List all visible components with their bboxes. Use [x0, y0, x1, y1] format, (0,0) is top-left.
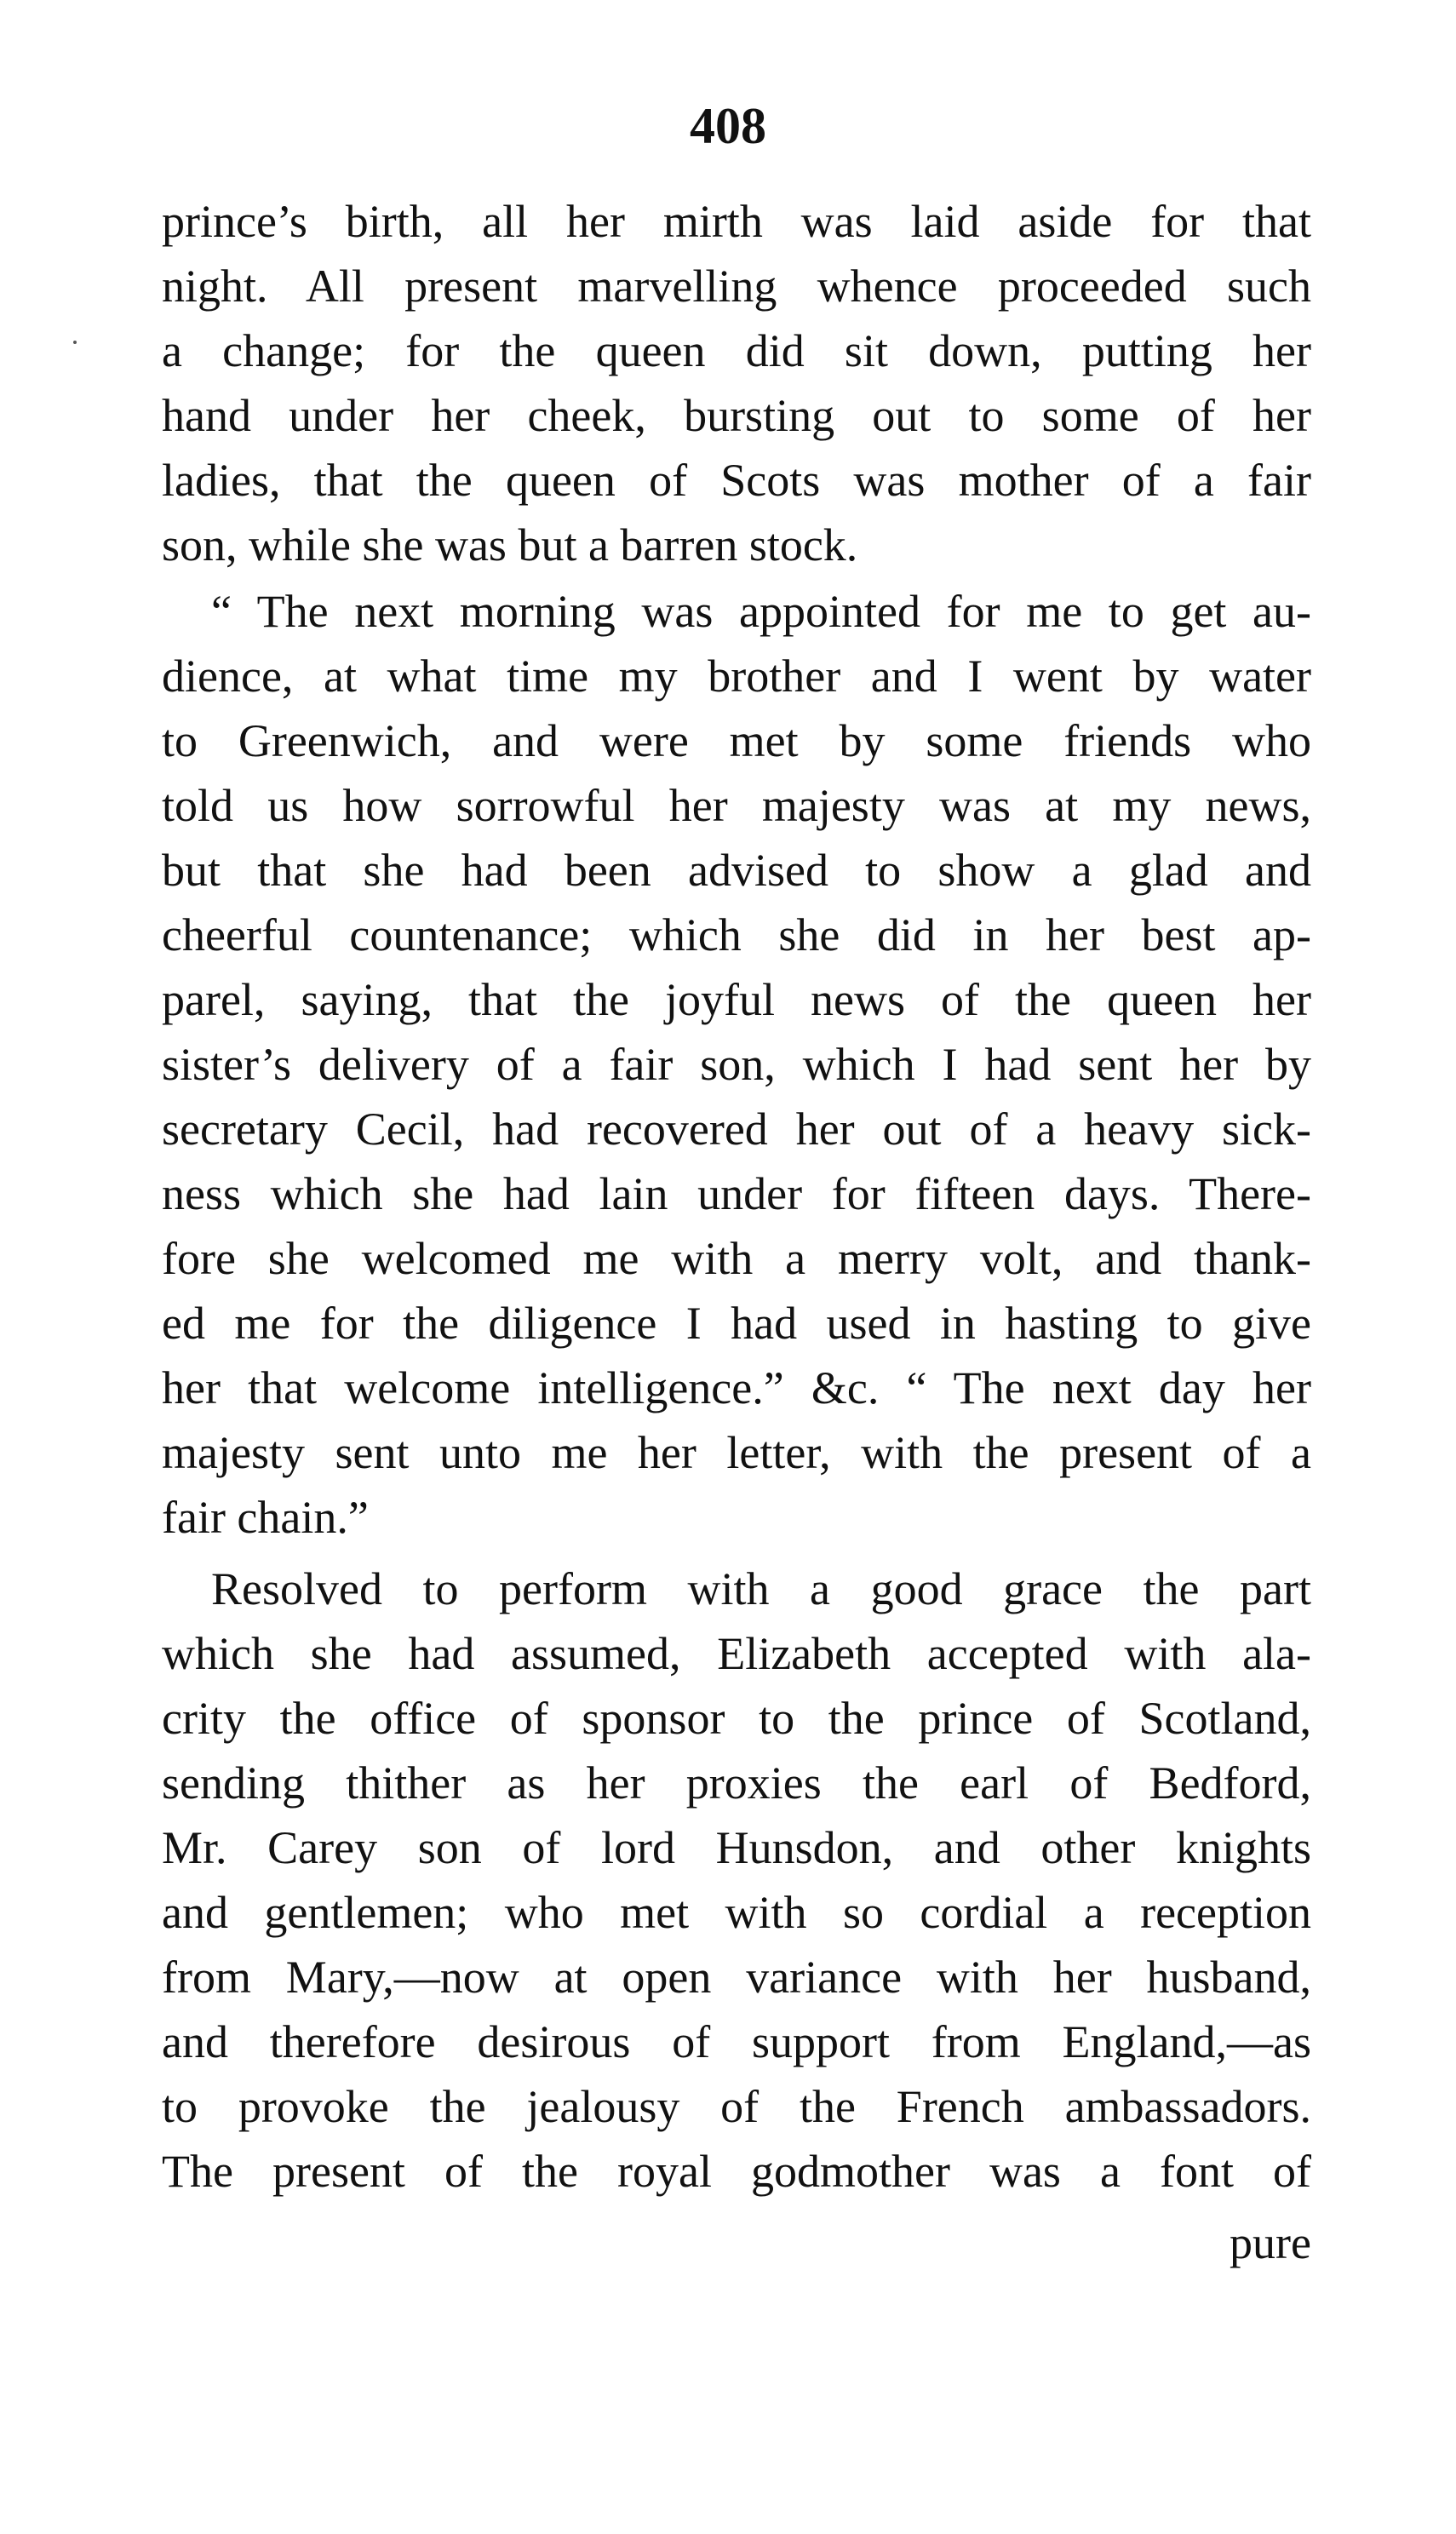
text-line: to provoke the jealousy of the French ambassadors.: [162, 2081, 1311, 2132]
text-line: to Greenwich, and were met by some friends who: [162, 715, 1311, 766]
text-line: secretary Cecil, had recovered her out of a heavy sick-: [162, 1104, 1311, 1155]
text-line: sister’s delivery of a fair son, which I had sent her by: [162, 1039, 1311, 1090]
text-line: Mr. Carey son of lord Hunsdon, and other knights: [162, 1822, 1311, 1873]
text-line: Resolved to perform with a good grace the part: [211, 1563, 1311, 1614]
page-number: 408: [690, 98, 766, 154]
ink-speck: [73, 341, 77, 344]
text-line: hand under her cheek, bursting out to some of her: [162, 390, 1311, 441]
catchword: pure: [1230, 2217, 1311, 2268]
text-line: her that welcome intelligence.” &c. “ The next day her: [162, 1362, 1311, 1413]
text-line: from Mary,—now at open variance with her husband,: [162, 1952, 1311, 2003]
text-line: crity the office of sponsor to the prince of Scotland,: [162, 1693, 1311, 1744]
text-line: told us how sorrowful her majesty was at my news,: [162, 780, 1311, 831]
text-line: parel, saying, that the joyful news of the queen her: [162, 974, 1311, 1025]
text-line: ness which she had lain under for fifteen days. There-: [162, 1168, 1311, 1219]
text-line: majesty sent unto me her letter, with the present of a: [162, 1427, 1311, 1478]
text-line: fair chain.”: [162, 1492, 369, 1543]
text-line: son, while she was but a barren stock.: [162, 519, 858, 570]
text-line: which she had assumed, Elizabeth accepted with ala-: [162, 1628, 1311, 1679]
text-line: The present of the royal godmother was a font of: [162, 2146, 1311, 2197]
text-line: but that she had been advised to show a glad and: [162, 845, 1311, 896]
text-line: and therefore desirous of support from England,—as: [162, 2016, 1311, 2067]
text-line: night. All present marvelling whence proceeded such: [162, 261, 1311, 312]
text-line: ed me for the diligence I had used in hasting to give: [162, 1298, 1311, 1349]
text-line: cheerful countenance; which she did in her best ap-: [162, 909, 1311, 960]
text-line: “ The next morning was appointed for me to get au-: [211, 586, 1311, 637]
text-line: sending thither as her proxies the earl of Bedford,: [162, 1757, 1311, 1809]
text-line: and gentlemen; who met with so cordial a reception: [162, 1887, 1311, 1938]
text-line: fore she welcomed me with a merry volt, and thank-: [162, 1233, 1311, 1284]
text-line: a change; for the queen did sit down, putting her: [162, 325, 1311, 376]
text-line: ladies, that the queen of Scots was mother of a fair: [162, 455, 1311, 506]
text-line: dience, at what time my brother and I went by water: [162, 651, 1311, 702]
text-line: prince’s birth, all her mirth was laid aside for that: [162, 196, 1311, 247]
